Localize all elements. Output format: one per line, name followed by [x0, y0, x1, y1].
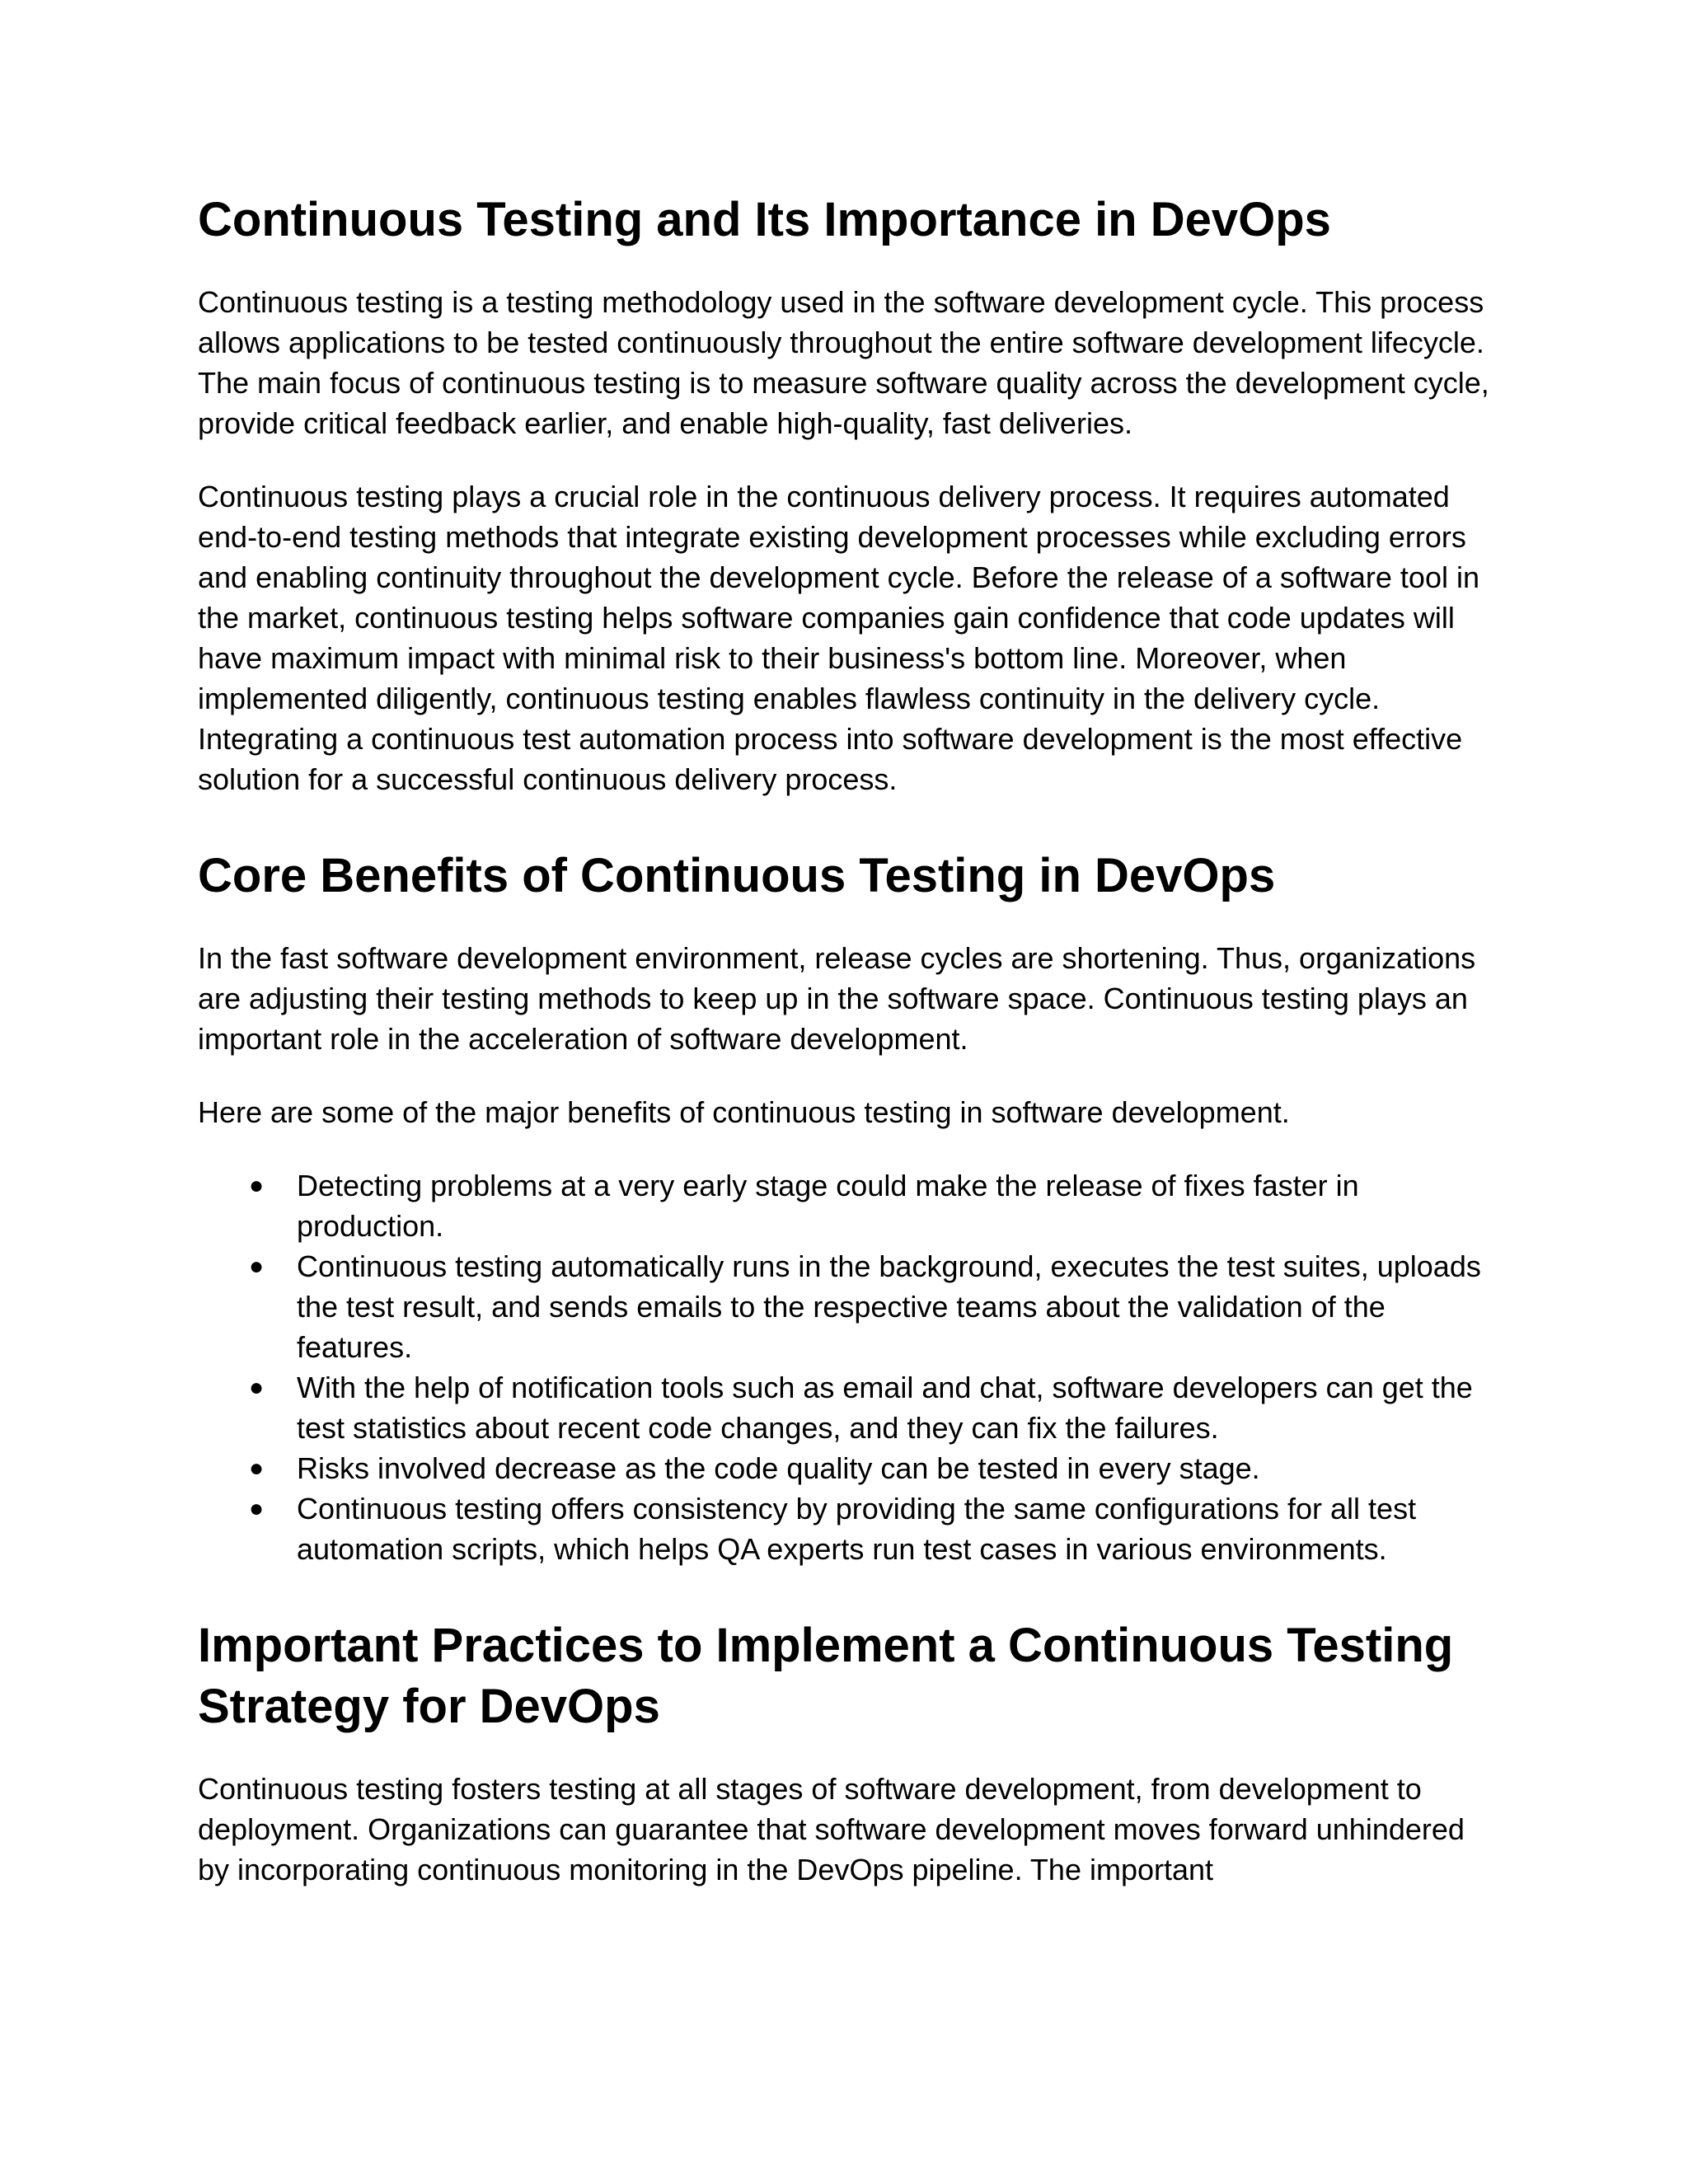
section-heading: Core Benefits of Continuous Testing in DevOps [198, 849, 1276, 902]
benefits-list [198, 1165, 1500, 1569]
section-heading: Continuous Testing and Its Importance in DevOps [198, 193, 1331, 246]
list-item [198, 1448, 1500, 1488]
section-heading: Important Practices to Implement a Continuous Testing Strategy for DevOps [198, 1619, 1454, 1733]
list-item-text: Continuous testing offers consistency by providing the same configurations for all test automation scripts, which helps QA experts run test cases in various environments. [297, 1492, 1417, 1566]
document-page [198, 190, 1500, 1890]
list-item-text: Risks involved decrease as the code quality can be tested in every stage. [297, 1451, 1260, 1485]
list-item [198, 1367, 1500, 1448]
list-item-text: Continuous testing automatically runs in the background, executes the test suites, uploads the test result, and sends emails to the respective teams about the validation of the features. [297, 1249, 1481, 1364]
list-item-text: With the help of notification tools such as email and chat, software developers can get the test statistics about recent code changes, and they can fix the failures. [297, 1371, 1473, 1445]
list-item [198, 1246, 1500, 1367]
paragraph: Continuous testing plays a crucial role in the continuous delivery process. It requires automated end-to-end testing methods that integrate existing development processes while excluding errors and enabling continuity throughout the development cycle. Before the release of a software tool in the market, continuous testing helps software companies gain confidence that code updates will have maximum impact with minimal risk to their business's bottom line. Moreover, when implemented diligently, continuous testing enables flawless continuity in the delivery cycle. Integrating a continuous test automation process into software development is the most effective solution for a successful continuous delivery process. [198, 480, 1479, 796]
paragraph: Continuous testing is a testing methodology used in the software development cycle. This process allows applications to be tested continuously throughout the entire software development lifecycle. The main focus of continuous testing is to measure software quality across the development cycle, provide critical feedback earlier, and enable high-quality, fast deliveries. [198, 285, 1489, 440]
bullet-icon: ● [249, 1374, 265, 1401]
bullet-icon: ● [249, 1253, 265, 1280]
list-item-text: Detecting problems at a very early stage could make the release of fixes faster in production. [297, 1169, 1359, 1243]
bullet-icon: ● [249, 1495, 265, 1522]
bullet-icon: ● [249, 1172, 265, 1199]
paragraph: Continuous testing fosters testing at all stages of software development, from development to deployment. Organizations can guarantee that software development moves forward unhindered by incorporating continuous monitoring in the DevOps pipeline. The important [198, 1772, 1465, 1886]
bullet-icon: ● [249, 1455, 265, 1482]
paragraph: Here are some of the major benefits of continuous testing in software development. [198, 1095, 1290, 1129]
paragraph: In the fast software development environment, release cycles are shortening. Thus, organizations are adjusting their testing methods to keep up in the software space. Continuous testing plays an important role in the acceleration of software development. [198, 941, 1476, 1056]
list-item [198, 1165, 1500, 1246]
list-item [198, 1488, 1500, 1569]
